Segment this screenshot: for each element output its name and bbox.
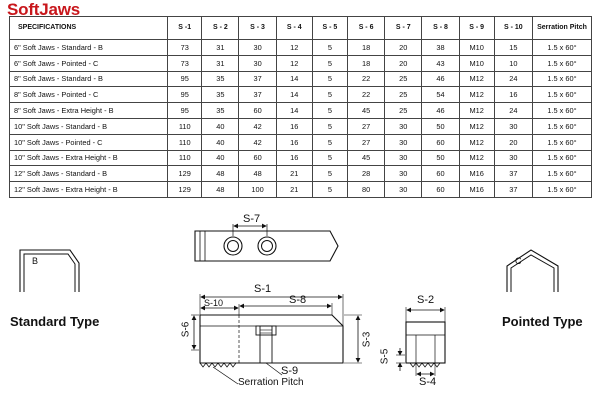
dim-label-s10: S-10 (204, 298, 224, 308)
dim-label-s1: S-1 (254, 283, 272, 295)
spec-value-cell: 48 (202, 166, 239, 182)
spec-name-cell: 6" Soft Jaws - Standard - B (10, 40, 168, 56)
spec-value-cell: 25 (385, 87, 422, 103)
spec-value-cell: 14 (276, 71, 312, 87)
spec-name-cell: 10" Soft Jaws - Extra Height - B (10, 150, 168, 166)
spec-name-cell: 8" Soft Jaws - Extra Height - B (10, 103, 168, 119)
spec-value-cell: 30 (385, 134, 422, 150)
spec-value-cell: 5 (312, 166, 347, 182)
spec-value-cell: 21 (276, 182, 312, 198)
spec-value-cell: 110 (168, 134, 202, 150)
spec-value-cell: 35 (202, 71, 239, 87)
spec-value-cell: 50 (422, 118, 459, 134)
spec-name-cell: 8" Soft Jaws - Pointed - C (10, 87, 168, 103)
specifications-table (9, 16, 592, 198)
spec-value-cell: 46 (422, 71, 459, 87)
spec-value-cell: 24 (494, 71, 532, 87)
dim-label-s3: S-3 (361, 331, 373, 348)
spec-value-cell: 12 (276, 55, 312, 71)
column-header: SPECIFICATIONS (10, 17, 168, 40)
spec-value-cell: 110 (168, 118, 202, 134)
table-row (10, 118, 592, 134)
spec-value-cell: 5 (312, 71, 347, 87)
jaw-end-view (396, 307, 445, 376)
dim-label-s8: S-8 (289, 294, 307, 306)
spec-value-cell: 40 (202, 134, 239, 150)
spec-value-cell: 31 (202, 40, 239, 56)
table-row (10, 103, 592, 119)
spec-value-cell: M12 (459, 134, 494, 150)
spec-value-cell: M16 (459, 166, 494, 182)
spec-value-cell: 18 (347, 55, 384, 71)
spec-value-cell: 54 (422, 87, 459, 103)
spec-value-cell: 18 (347, 40, 384, 56)
spec-value-cell: 24 (494, 103, 532, 119)
table-row (10, 71, 592, 87)
spec-value-cell: 42 (239, 134, 276, 150)
spec-value-cell: 30 (385, 182, 422, 198)
spec-value-cell: 60 (422, 166, 459, 182)
spec-value-cell: 37 (239, 87, 276, 103)
spec-value-cell: M12 (459, 87, 494, 103)
spec-value-cell: 14 (276, 87, 312, 103)
table-row (10, 166, 592, 182)
spec-value-cell: 129 (168, 182, 202, 198)
table-row (10, 150, 592, 166)
spec-value-cell: 73 (168, 40, 202, 56)
spec-value-cell: 5 (312, 134, 347, 150)
table-row (10, 40, 592, 56)
spec-value-cell: 1.5 x 60° (532, 103, 591, 119)
spec-value-cell: M10 (459, 40, 494, 56)
spec-value-cell: 14 (276, 103, 312, 119)
spec-name-cell: 6" Soft Jaws - Pointed - C (10, 55, 168, 71)
column-header: S -1 (168, 17, 202, 40)
dim-label-s7: S-7 (243, 213, 261, 225)
spec-value-cell: 20 (494, 134, 532, 150)
spec-value-cell: 1.5 x 60° (532, 118, 591, 134)
spec-value-cell: 73 (168, 55, 202, 71)
spec-value-cell: 37 (494, 166, 532, 182)
spec-value-cell: 42 (239, 118, 276, 134)
table-body (10, 40, 592, 198)
serration-pitch-label: Serration Pitch (238, 377, 304, 388)
column-header: S - 7 (385, 17, 422, 40)
spec-value-cell: 60 (422, 134, 459, 150)
spec-name-cell: 10" Soft Jaws - Pointed - C (10, 134, 168, 150)
column-header: S - 6 (347, 17, 384, 40)
spec-value-cell: 50 (422, 150, 459, 166)
spec-value-cell: 1.5 x 60° (532, 55, 591, 71)
spec-value-cell: 48 (202, 182, 239, 198)
spec-value-cell: 20 (385, 55, 422, 71)
spec-value-cell: 35 (202, 87, 239, 103)
column-header: S - 5 (312, 17, 347, 40)
spec-value-cell: 16 (494, 87, 532, 103)
column-header: Serration Pitch (532, 17, 591, 40)
spec-value-cell: 5 (312, 118, 347, 134)
table-row (10, 87, 592, 103)
spec-value-cell: 46 (422, 103, 459, 119)
spec-value-cell: 37 (239, 71, 276, 87)
spec-value-cell: 21 (276, 166, 312, 182)
spec-value-cell: 27 (347, 134, 384, 150)
spec-value-cell: 48 (239, 166, 276, 182)
spec-value-cell: 30 (494, 150, 532, 166)
table-row (10, 182, 592, 198)
spec-value-cell: 22 (347, 71, 384, 87)
spec-value-cell: 45 (347, 103, 384, 119)
spec-value-cell: 30 (385, 150, 422, 166)
spec-value-cell: 1.5 x 60° (532, 150, 591, 166)
spec-value-cell: 16 (276, 150, 312, 166)
spec-value-cell: 28 (347, 166, 384, 182)
spec-value-cell: 30 (385, 118, 422, 134)
standard-profile-letter: B (32, 256, 39, 266)
standard-type-profile (20, 250, 79, 292)
spec-value-cell: 100 (239, 182, 276, 198)
pointed-type-caption: Pointed Type (502, 314, 583, 329)
spec-value-cell: 10 (494, 55, 532, 71)
column-header: S - 3 (239, 17, 276, 40)
table-row (10, 55, 592, 71)
column-header: S - 9 (459, 17, 494, 40)
spec-value-cell: 1.5 x 60° (532, 71, 591, 87)
spec-value-cell: 1.5 x 60° (532, 40, 591, 56)
dim-label-s5: S-5 (379, 348, 391, 365)
spec-name-cell: 8" Soft Jaws - Standard - B (10, 71, 168, 87)
spec-value-cell: 15 (494, 40, 532, 56)
dim-label-s6: S-6 (180, 321, 192, 338)
spec-value-cell: 30 (494, 118, 532, 134)
spec-value-cell: 16 (276, 118, 312, 134)
spec-value-cell: M10 (459, 55, 494, 71)
spec-value-cell: 20 (385, 40, 422, 56)
spec-value-cell: 35 (202, 103, 239, 119)
spec-value-cell: 31 (202, 55, 239, 71)
spec-value-cell: 38 (422, 40, 459, 56)
spec-value-cell: 5 (312, 87, 347, 103)
spec-value-cell: 25 (385, 71, 422, 87)
spec-value-cell: 5 (312, 103, 347, 119)
spec-value-cell: 16 (276, 134, 312, 150)
table-row (10, 134, 592, 150)
dim-label-s9: S-9 (281, 365, 299, 377)
spec-value-cell: 27 (347, 118, 384, 134)
table-header-row (10, 17, 592, 40)
dim-label-s2: S-2 (417, 294, 435, 306)
spec-name-cell: 10" Soft Jaws - Standard - B (10, 118, 168, 134)
spec-value-cell: M16 (459, 182, 494, 198)
spec-value-cell: 5 (312, 182, 347, 198)
column-header: S - 10 (494, 17, 532, 40)
spec-value-cell: 5 (312, 40, 347, 56)
pointed-profile-letter: C (515, 256, 522, 266)
spec-value-cell: 5 (312, 55, 347, 71)
spec-value-cell: 95 (168, 71, 202, 87)
spec-value-cell: M12 (459, 150, 494, 166)
spec-value-cell: 110 (168, 150, 202, 166)
spec-value-cell: 40 (202, 118, 239, 134)
spec-value-cell: 95 (168, 103, 202, 119)
standard-type-caption: Standard Type (10, 314, 100, 329)
spec-value-cell: 60 (239, 103, 276, 119)
spec-value-cell: 40 (202, 150, 239, 166)
jaw-top-view (195, 224, 338, 261)
dim-label-s4: S-4 (419, 376, 437, 388)
spec-value-cell: 95 (168, 87, 202, 103)
spec-name-cell: 12" Soft Jaws - Extra Height - B (10, 182, 168, 198)
column-header: S - 4 (276, 17, 312, 40)
spec-value-cell: 22 (347, 87, 384, 103)
column-header: S - 8 (422, 17, 459, 40)
spec-name-cell: 12" Soft Jaws - Standard - B (10, 166, 168, 182)
spec-value-cell: 25 (385, 103, 422, 119)
spec-value-cell: 5 (312, 150, 347, 166)
spec-value-cell: 129 (168, 166, 202, 182)
spec-value-cell: 1.5 x 60° (532, 166, 591, 182)
spec-value-cell: 60 (422, 182, 459, 198)
spec-value-cell: 80 (347, 182, 384, 198)
spec-value-cell: M12 (459, 103, 494, 119)
spec-value-cell: 1.5 x 60° (532, 87, 591, 103)
column-header: S - 2 (202, 17, 239, 40)
spec-value-cell: 45 (347, 150, 384, 166)
spec-value-cell: 30 (239, 40, 276, 56)
spec-value-cell: 1.5 x 60° (532, 134, 591, 150)
spec-value-cell: M12 (459, 71, 494, 87)
spec-value-cell: 30 (239, 55, 276, 71)
spec-value-cell: 1.5 x 60° (532, 182, 591, 198)
spec-value-cell: 60 (239, 150, 276, 166)
spec-value-cell: 37 (494, 182, 532, 198)
page-title: SoftJaws (7, 0, 81, 19)
spec-value-cell: 12 (276, 40, 312, 56)
spec-value-cell: 30 (385, 166, 422, 182)
spec-value-cell: 43 (422, 55, 459, 71)
spec-value-cell: M12 (459, 118, 494, 134)
